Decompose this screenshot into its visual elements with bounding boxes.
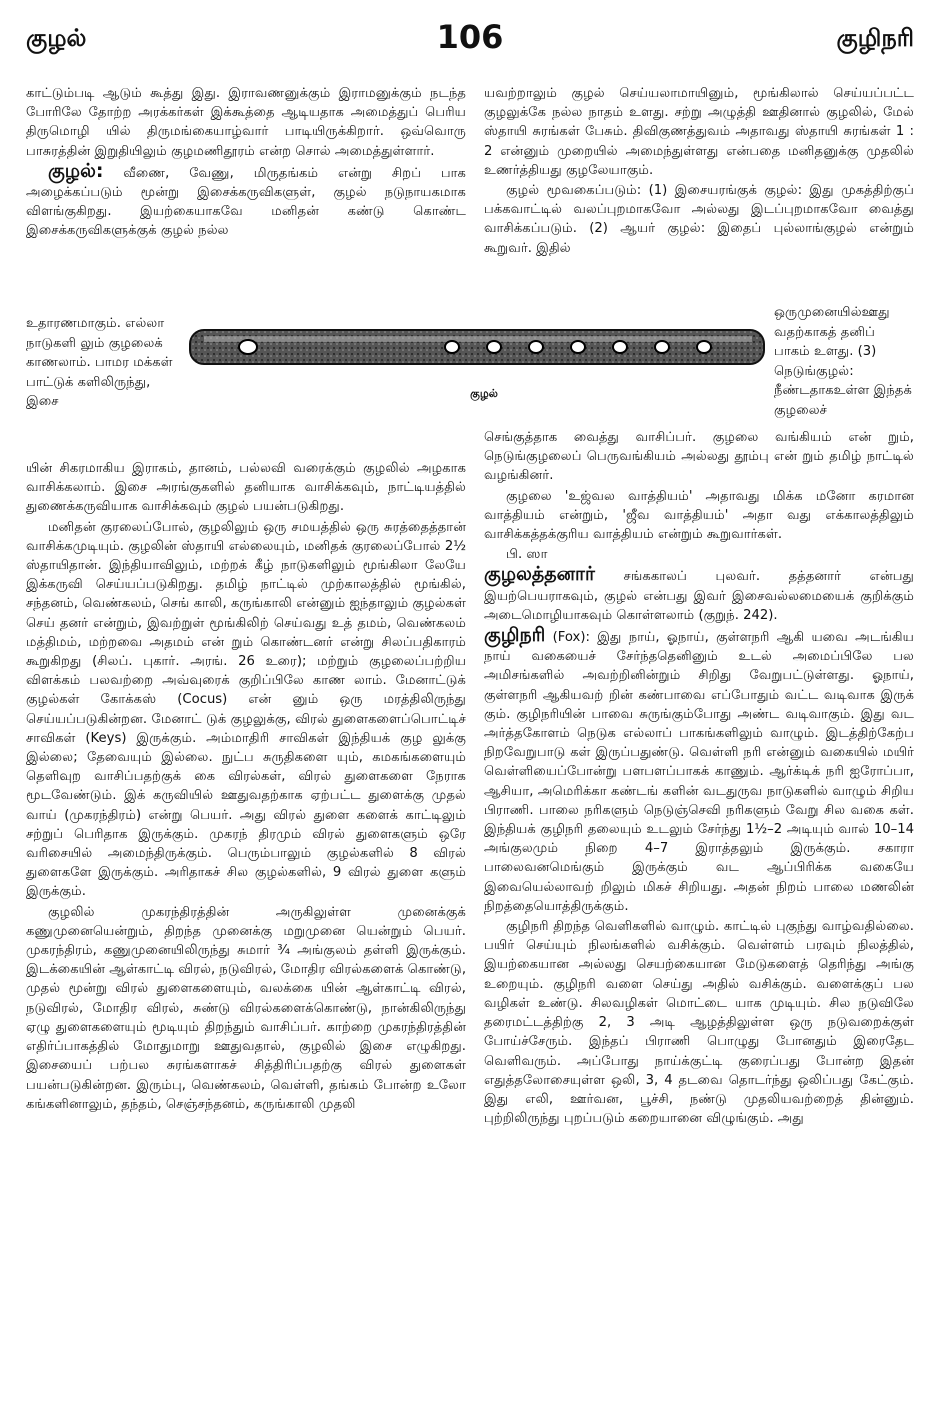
entry-text: சங்ககாலப் புலவர். தத்தனார் என்பது இயற்பெயராகவும், குழல் என்பது இவர் இசைவல்லமையைக் குறிக்கும் அடைமொழியாகவும் கொள்ளலாம் (குறுந். 242).	[484, 569, 914, 623]
kuzhinari-entry	[484, 626, 914, 916]
paragraph: குழிநரி திறந்த வெளிகளில் வாழும். காட்டில் புகுந்து வாழ்வதில்லை. பயிர் செய்யும் நிலங்களில் வசிக்கும். வெள்ளம் பரவும் நிலத்தில், இயற்கையான அல்லது செயற்கையான மேடுகளைத் தெரிந்து அங்கு உறையும். குழிநரி வளை செய்து அதில் வசிக்கும். வளைக்குப் பல வழிகள் உண்டு. சிலவழிகள் மொட்டை யாக முடியும். சில நடுவிலே தரைமட்டத்திற்கு 2, 3 அடி ஆழத்திலுள்ள ஒரு நடுவறைக்குள் போய்ச்சேரும். இந்தப் பிராணி பொழுது போனதும் இரைதேட வெளிவரும். அப்போது நாய்க்குட்டி குரைப்பது போன்ற இதன் எதுத்தலோசையுள்ள ஒலி, 3, 4 தடவை தொடர்ந்து ஒலிப்பது கேட்கும். இது எலி, ஊர்வன, பூச்சி, நண்டு முதலியவற்றைத் தின்னும். புற்றிலிருந்து புறப்படும் கறையானை விழுங்கும். அது	[484, 919, 914, 1127]
paragraph: குழலில் முகரந்திரத்தின் அருகிலுள்ள முனைக்குக் கணுமுனையென்றும், திறந்த முனைக்கு மறுமுனை யென்றும் பெயர். முகரந்திரம், கணுமுனையிலிருந்து சுமார் ¾ அங்குலம் தள்ளி இருக்கும். இடக்கையின் ஆள்காட்டி விரல், நடுவிரல், மோதிர விரல்களைக் கொண்டு, முதல் மூன்று விரல் துளைகளையும், வலக்கை யின் ஆள்காட்டி விரல், நடுவிரல், மோதிர விரல், சுண்டு விரல்களைக்கொண்டு, நான்கிலிருந்து ஏழு துளைகளையும் மூடியும் திறந்தும் வாசிப்பர். காற்றை முகரந்திரத்தின் எதிர்ப்பாகத்தில் மோதுமாறு ஊதுவதால், குழலில் இசை எழுகிறது. இசையைப் பற்பல சுரங்களாகச் சித்திரிப்பதற்கு விரல் துளைகள் பயன்படுகின்றன. இரும்பு, வெண்கலம், வெள்ளி, தங்கம் போன்ற உலோ கங்களினாலும், தந்தம், செஞ்சந்தனம், கருங்காலி முதலி	[26, 904, 467, 1112]
flute-finger-hole	[613, 341, 627, 353]
flute-finger-hole	[697, 341, 711, 353]
paragraph: குழலை 'உஜ்வல வாத்தியம்' அதாவது மிக்க மனோ கரமான வாத்தியம் என்றும், 'ஜீவ வாத்தியம்' அதா வது எக்காலத்திலும் வாசிக்கத்தக்குரிய வாத்தியம் என்றும் கூறுவார்கள்.	[484, 488, 914, 543]
paragraph: யவற்றாலும் குழல் செய்யலாமாயினும், மூங்கிலால் செய்யப்பட்ட குழலுக்கே நல்ல நாதம் உளது. சற்று அழுத்தி ஊதினால் குழலில், மேல் ஸ்தாயி சுரங்கள் பேசும். திவிகுணத்துவம் அதாவது ஸ்தாயி சுரங்கள் 1 : 2 என்னும் முறையில் அமைந்துள்ளது என்பதை மனிதனுக்கு முதலில் உணர்த்தியது குழலேயாகும்.	[484, 86, 914, 178]
entry-headword: குழலத்தனார்	[484, 563, 595, 586]
flute-finger-hole	[445, 341, 459, 353]
page-header	[26, 18, 914, 60]
flute-finger-hole	[655, 341, 669, 353]
figure-wrap-text-right: ஒருமுனையில்ஊது வதற்காகத் தனிப் பாகம் உளது. (3) நெடுங்குழல்: நீண்டதாகஉள்ள இந்தக் குழலைச்	[774, 305, 912, 418]
flute-finger-hole	[571, 341, 585, 353]
paragraph: யின் சிகரமாகிய இராகம், தானம், பல்லவி வரைக்கும் குழலில் அழகாக வாசிக்கலாம். இசை அரங்குகளில் தனியாக வாசிக்கவும், நாட்டியத்தில் துணைக்கருவியாக வாசிக்கவும் குழல் பயன்படுகிறது.	[26, 461, 466, 515]
left-column-bottom	[26, 459, 466, 1114]
author-signature: பி. ஸா	[506, 547, 548, 563]
flute-mouth-hole	[239, 340, 257, 354]
paragraph: குழல் மூவகைப்படும்: (1) இசையரங்குக் குழல்: இது முகத்திற்குப் பக்கவாட்டில் வலப்புறமாகவோ அல்லது இடப்புறமாகவோ வைத்து வாசிக்கப்படும். (2) ஆயர் குழல்: இதைப் புல்லாங்குழல் என்றும் கூறுவர். இதில்	[484, 183, 914, 256]
page-number: 106	[436, 18, 504, 56]
entry-headword: குழிநரி	[484, 624, 546, 647]
flute-illustration	[188, 322, 766, 372]
flute-finger-hole	[529, 341, 543, 353]
figure-caption: குழல்	[470, 387, 498, 400]
right-column-bottom	[484, 428, 914, 1128]
running-head-left: குழல்	[26, 24, 87, 52]
running-head-right: குழிநரி	[836, 24, 914, 52]
entry-english: (Fox)	[552, 630, 586, 646]
figure-wrap-text-left: உதாரணமாகும். எல்லா நாடுகளி லும் குழலைக் காணலாம். பாமர மக்கள் பாட்டுக் களிலிருந்து, இசை	[26, 316, 173, 409]
paragraph: செங்குத்தாக வைத்து வாசிப்பர். குழலை வங்கியம் என் றும், நெடுங்குழலைப் பெருவங்கியம் அல்லது தூம்பு என் றும் தமிழ் நாட்டில் வழங்கினர்.	[484, 430, 914, 484]
kuzhal-entry	[26, 159, 466, 241]
paragraph: மனிதன் குரலைப்போல், குழலிலும் ஒரு சமயத்தில் ஒரு சுரத்தைத்தான் வாசிக்கமுடியும். குழலின் ஸ்தாயி எல்லையும், மனிதக் குரலைப்போல் 2½ ஸ்தாயிதான். இந்தியாவிலும், மற்றக் கீழ் நாடுகளிலும் மூங்கிலா லேயே இக்கருவி செய்யப்படுகிறது. தமிழ் நாட்டில் முற்காலத்தில் மூங்கில், சந்தனம், வெண்கலம், செங் காலி, கருங்காலி என்னும் ஐந்தாலும் குழல்கள் செய் தனர் என்றும், இவற்றுள் மூங்கிலிற் செய்வது உத் தமம், வெண்கலம் மத்திமம், மற்றவை அதமம் என் றும் கொண்டனர் என்று சிலப்பதிகாரம் கூறுகிறது (சிலப். புகார். அரங். 26 உரை); மற்றும் குழலைப்பற்றிய விளக்கம் பலவற்றை அவ்வுரைக் குறிப்பிலே காண லாம். மேனாட்டுக் குழல்கள் கோக்கஸ் (Cocus) என் னும் ஒரு மரத்திலிருந்து செய்யப்படுகின்றன. மேனாட் டுக் குழலுக்கு, விரல் துளைகளைப்பொட்டிச் சாவிகள் (Keys) இருக்கும். அம்மாதிரி சாவிகள் இந்தியக் குழ லுக்கு இல்லை; தேவையும் இல்லை. நுட்ப சுருதிகளை யும், கமகங்களையும் தெளிவுற வாசிப்பதற்குக் கை விரல்கள், விரல் துளைகளை நேராக மூடவேண்டும். இக் கருவியில் ஊதுவதற்காக ஏற்பட்ட துளைக்கு முதல் வாய் (முகரந்திரம்) என்று பெயர். அது விரல் துளை களைக் காட்டிலும் சற்றுப் பெரிதாக இருக்கும். முகரந் திரமும் விரல் துளைகளும் ஒரே வரிசையில் அமைந்திருக்கும். பெரும்பாலும் குழல்களில் 8 விரல் துளைகளே இருக்கும். அரிதாகச் சில குழல்களில், 9 விரல் துளை களும் இருக்கும்.	[26, 519, 466, 900]
entry-headword: குழல்:	[48, 159, 104, 182]
paragraph: காட்டும்படி ஆடும் கூத்து இது. இராவணனுக்கும் இராமனுக்கும் நடந்த போரிலே தோற்ற அரக்கர்கள் இக்கூத்தை ஆடியதாக அமைத்துப் பெரிய திருமொழி யில் திருமங்கையாழ்வார் பாடியிருக்கிறார். ஒவ்வொரு பாசுரத்தின் இறுதியிலும் குழமணிதூரம் என்ற சொல் அமைத்துள்ளார்.	[26, 86, 466, 159]
left-column-top	[26, 84, 466, 241]
entry-text: : இது நாய், ஓநாய், குள்ளநரி ஆகி யவை அடங்கிய நாய் வகையைச் சேர்ந்ததெனினும் உடல் அமைப்பிலே பல அமிசங்களில் அவற்றினின்றும் சிறிது வேறுபட்டுள்ளது. ஓநாய், குள்ளநரி ஆகியவற் றின் கண்பாவை எப்போதும் வட்ட வடிவாக இருக் கும். குழிநரியின் பாவை சுருங்கும்போது அண்ட வடிவாகும். இது வட அர்த்தகோளம் நெடுக எல்லாப் பாகங்களிலும் வாழும். இடத்திற்கேற்ப நிறவேறுபாடு கள் இருப்பதுண்டு. வெள்ளி நரி என்னும் வகையில் மயிர் வெள்ளியைப்போன்று பளபளப்பாகக் காணும். ஆர்க்டிக் நரி ஐரோப்பா, ஆசியா, அமெரிக்கா கண்டங் களின் வடதுருவ நாடுகளில் வாழும் சிறிய பிராணி. பாலை நரிகளும் நெடுஞ்செவி நரிகளும் வேறு சில வகை கள். இந்தியக் குழிநரி தலையும் உடலும் சேர்ந்து 1½–2 அடியும் வால் 10–14 அங்குலமும் நிறை 4–7 இராத்தலும் இருக்கும். சகாரா பாலைவனமெங்கும் இருக்கும் வட ஆப்பிரிக்க வகையே இவையெல்லாவற் றிலும் மிகச் சிறியது. அதன் நிறம் பாலை மணலின் நிறத்தையொத்திருக்கும்.	[484, 630, 914, 914]
flute-finger-hole	[487, 341, 501, 353]
right-column-top	[484, 84, 914, 258]
kuzhalathathanar-entry	[484, 565, 914, 625]
entry-text: வீணை, வேணு, மிருதங்கம் என்று சிறப் பாக அழைக்கப்படும் மூன்று இசைக்கருவிகளுள், குழல் நடுநாயகமாக விளங்குகிறது. இயற்கையாகவே மனிதன் கண்டு கொண்ட இசைக்கருவிகளுக்குக் குழல் நல்ல	[26, 165, 466, 239]
